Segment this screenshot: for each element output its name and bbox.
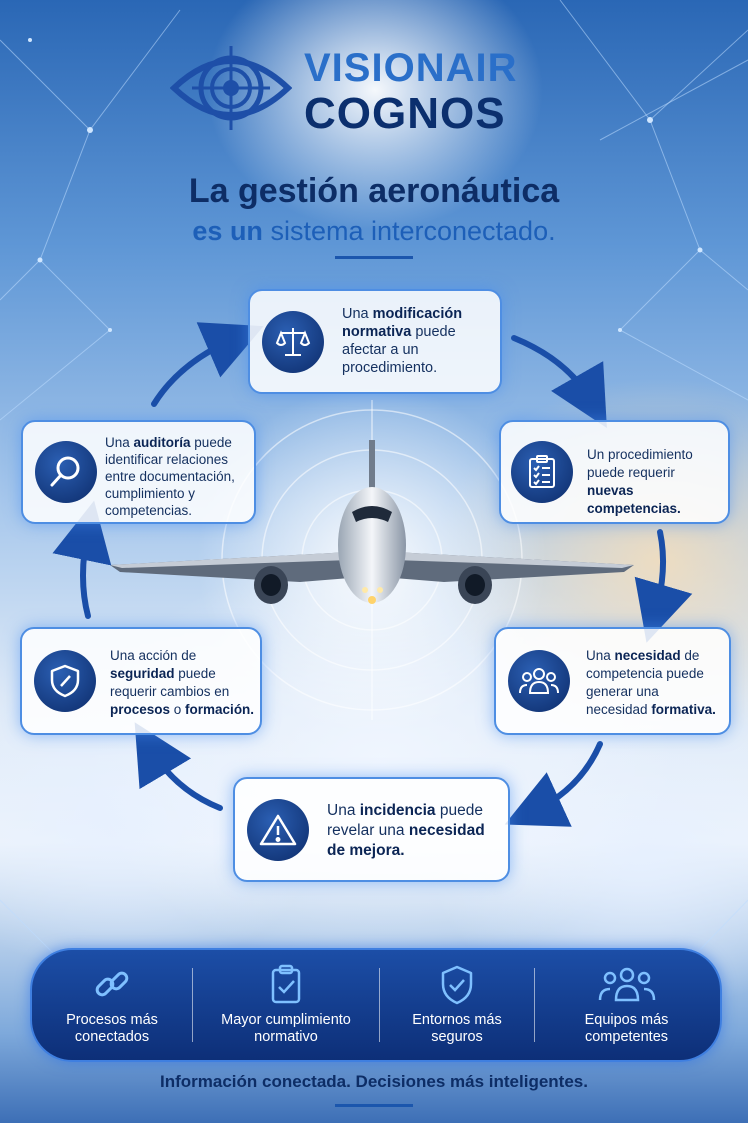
shield-check-icon	[439, 964, 475, 1011]
benefits-bar	[30, 948, 722, 1062]
footer-tagline: Información conectada. Decisiones más inteligentes.	[160, 1072, 588, 1091]
arrow-competencia-to-incidencia	[532, 744, 600, 812]
cycle-card-auditoria	[21, 420, 256, 524]
brand-name-line1: VISIONAIR	[304, 46, 518, 90]
scales-icon	[262, 311, 324, 373]
benefit-equipos	[535, 950, 718, 1060]
cycle-card-incidencia-text: Una incidencia puede revelar una necesidad de mejora.	[327, 802, 485, 859]
cycle-card-auditoria-text: Una auditoría puede identificar relaciones entre documentación, cumplimiento y competencias.	[105, 435, 235, 518]
benefit-seguros	[380, 950, 534, 1060]
benefit-procesos-label: Procesos más conectados	[66, 1012, 158, 1045]
footer-divider	[335, 1104, 413, 1107]
arrow-seguridad-to-auditoria	[83, 530, 88, 616]
cycle-card-procedimiento	[499, 420, 730, 524]
benefit-cumplimiento	[193, 950, 379, 1060]
team-icon	[508, 650, 570, 712]
arrow-normativa-to-procedimiento	[514, 338, 592, 402]
magnifier-icon	[35, 441, 97, 503]
cycle-card-normativa-text: Una modificación normativa puede afectar a un procedimiento.	[342, 306, 463, 376]
warning-icon	[247, 799, 309, 861]
link-icon	[92, 964, 132, 1009]
cycle-card-procedimiento-text: Un procedimiento puede requerir nuevas competencias.	[587, 447, 693, 516]
clipboard-check-icon	[268, 964, 304, 1011]
headline-line1: La gestión aeronáutica	[188, 172, 560, 210]
arrow-procedimiento-to-competencia	[655, 532, 663, 614]
headline-line2-bold: es un	[192, 216, 263, 246]
shield-icon	[34, 650, 96, 712]
headline-line2-rest: sistema interconectado.	[262, 216, 556, 246]
benefit-procesos	[32, 950, 192, 1060]
benefit-equipos-label: Equipos más competentes	[584, 1012, 669, 1045]
cycle-card-normativa	[248, 289, 502, 394]
clipboard-checklist-icon	[511, 441, 573, 503]
benefit-seguros-label: Entornos más seguros	[412, 1012, 502, 1045]
cycle-card-competencia	[494, 627, 731, 735]
cycle-card-seguridad	[20, 627, 262, 735]
brand-name-line2: COGNOS	[304, 89, 506, 138]
cycle-card-competencia-text: Una necesidad de competencia puede generar una necesidad formativa.	[586, 648, 716, 717]
benefit-cumplimiento-label: Mayor cumplimiento normativo	[221, 1012, 351, 1045]
arrow-incidencia-to-seguridad	[150, 748, 220, 808]
arrow-auditoria-to-normativa	[154, 338, 236, 404]
cycle-card-seguridad-text: Una acción de seguridad puede requerir cambios en procesos o formación.	[110, 648, 255, 717]
team-icon	[597, 964, 657, 1009]
cycle-card-incidencia	[233, 777, 510, 882]
